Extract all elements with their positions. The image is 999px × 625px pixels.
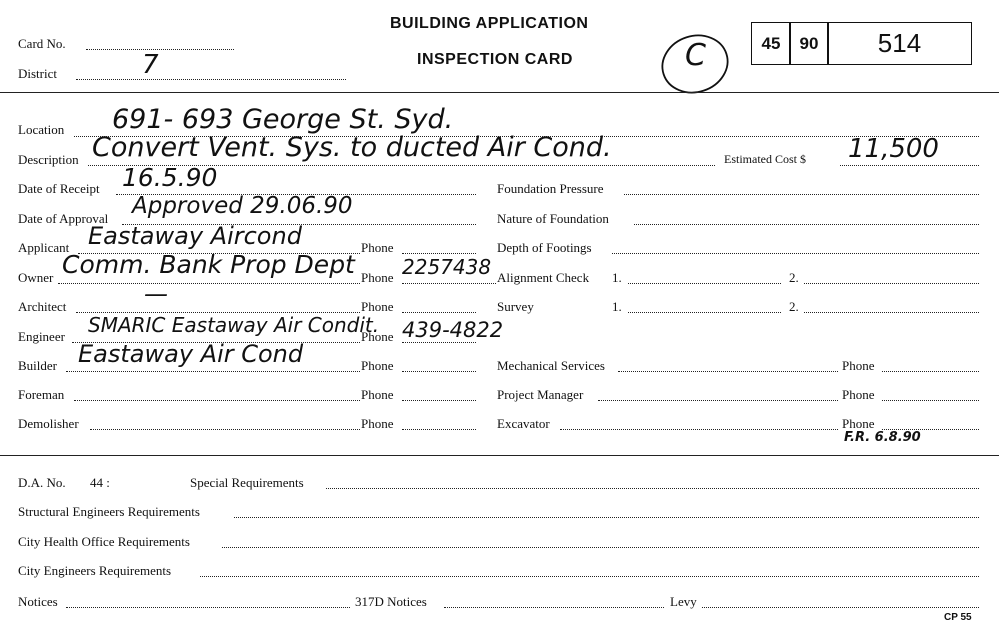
foreman-field[interactable] [74,400,360,401]
survey-label: Survey [497,299,534,314]
health-requirements-field[interactable] [222,547,979,548]
architect-label: Architect [18,299,67,314]
engineer-phone-value: 439-4822 [402,318,504,342]
notices-317d-label: 317D Notices [355,594,427,609]
applicant-label: Applicant [18,240,70,255]
project-manager-label: Project Manager [497,387,584,402]
location-label: Location [18,122,65,137]
depth-footings-field[interactable] [612,253,979,254]
owner-phone-label: Phone [361,270,394,285]
notices-label: Notices [18,594,58,609]
date-approval-value: Approved 29.06.90 [132,193,353,219]
date-receipt-value: 16.5.90 [122,163,218,192]
mechanical-services-field[interactable] [618,371,838,372]
card-box-1: 45 [751,22,791,65]
engineer-phone-field[interactable] [402,342,476,343]
health-requirements-label: City Health Office Requirements [18,534,190,549]
builder-value: Eastaway Air Cond [78,340,304,368]
levy-label: Levy [670,594,697,609]
date-receipt-label: Date of Receipt [18,181,100,196]
architect-value: — [144,280,168,308]
title-line-2: INSPECTION CARD [417,51,573,68]
levy-field[interactable] [702,607,979,608]
section-divider [0,455,999,456]
owner-value: Comm. Bank Prop Dept [62,250,355,279]
demolisher-phone-label: Phone [361,416,394,431]
date-approval-label: Date of Approval [18,211,109,226]
engineers-requirements-field[interactable] [200,576,979,577]
structural-requirements-label: Structural Engineers Requirements [18,504,200,519]
alignment-check-num-1: 1. [612,270,622,285]
survey-num-2: 2. [789,299,799,314]
fr-note: F.R. 6.8.90 [844,430,921,445]
depth-footings-label: Depth of Footings [497,240,592,255]
mechanical-services-label: Mechanical Services [497,358,605,373]
mechanical-services-phone-label: Phone [842,358,875,373]
project-manager-phone-field[interactable] [882,400,979,401]
estimated-cost-label: Estimated Cost $ [724,152,806,166]
foundation-pressure-field[interactable] [624,194,979,195]
district-field[interactable] [76,79,346,80]
card-box-2: 90 [789,22,829,65]
location-value: 691- 693 George St. Syd. [112,104,454,135]
owner-phone-value: 2257438 [402,255,492,279]
survey-num-1: 1. [612,299,622,314]
structural-requirements-field[interactable] [234,517,979,518]
special-requirements-field[interactable] [326,488,979,489]
da-no-value: 44 : [90,475,110,490]
survey-field-1[interactable] [628,312,781,313]
header-divider [0,92,999,93]
owner-field[interactable] [58,283,360,284]
survey-field-2[interactable] [804,312,979,313]
architect-phone-label: Phone [361,299,394,314]
owner-phone-field[interactable] [402,283,496,284]
foreman-label: Foreman [18,387,65,402]
alignment-check-num-2: 2. [789,270,799,285]
builder-phone-label: Phone [361,358,394,373]
applicant-value: Eastaway Aircond [88,222,302,250]
form-code: CP 55 [944,612,972,623]
owner-label: Owner [18,270,54,285]
estimated-cost-value: 11,500 [848,134,939,164]
alignment-check-field-1[interactable] [628,283,781,284]
engineer-phone-label: Phone [361,329,394,344]
special-requirements-label: Special Requirements [190,475,304,490]
card-no-field[interactable] [86,49,234,50]
circled-mark: C [685,38,706,73]
card-box-3: 514 [827,22,972,65]
estimated-cost-field[interactable] [840,165,979,166]
da-no-label: D.A. No. [18,475,66,490]
card-no-label: Card No. [18,36,66,51]
excavator-label: Excavator [497,416,550,431]
notices-317d-field[interactable] [444,607,664,608]
architect-phone-field[interactable] [402,312,476,313]
builder-label: Builder [18,358,57,373]
engineer-label: Engineer [18,329,65,344]
builder-field[interactable] [66,371,360,372]
engineers-requirements-label: City Engineers Requirements [18,563,172,578]
nature-foundation-field[interactable] [634,224,979,225]
district-value: 7 [142,50,159,80]
foreman-phone-label: Phone [361,387,394,402]
builder-phone-field[interactable] [402,371,476,372]
alignment-check-field-2[interactable] [804,283,979,284]
notices-field[interactable] [66,607,350,608]
alignment-check-label: Alignment Check [497,270,590,285]
excavator-phone-label: Phone [842,416,875,431]
nature-foundation-label: Nature of Foundation [497,211,609,226]
foundation-pressure-label: Foundation Pressure [497,181,604,196]
title-line-1: BUILDING APPLICATION [390,15,589,32]
foreman-phone-field[interactable] [402,400,476,401]
excavator-field[interactable] [560,429,838,430]
description-label: Description [18,152,79,167]
demolisher-label: Demolisher [18,416,79,431]
applicant-phone-field[interactable] [402,253,476,254]
applicant-phone-label: Phone [361,240,394,255]
mechanical-services-phone-field[interactable] [882,371,979,372]
project-manager-phone-label: Phone [842,387,875,402]
district-label: District [18,66,57,81]
description-value: Convert Vent. Sys. to ducted Air Cond. [92,132,612,163]
demolisher-phone-field[interactable] [402,429,476,430]
project-manager-field[interactable] [598,400,838,401]
demolisher-field[interactable] [90,429,360,430]
engineer-value: SMARIC Eastaway Air Condit. [88,313,380,337]
